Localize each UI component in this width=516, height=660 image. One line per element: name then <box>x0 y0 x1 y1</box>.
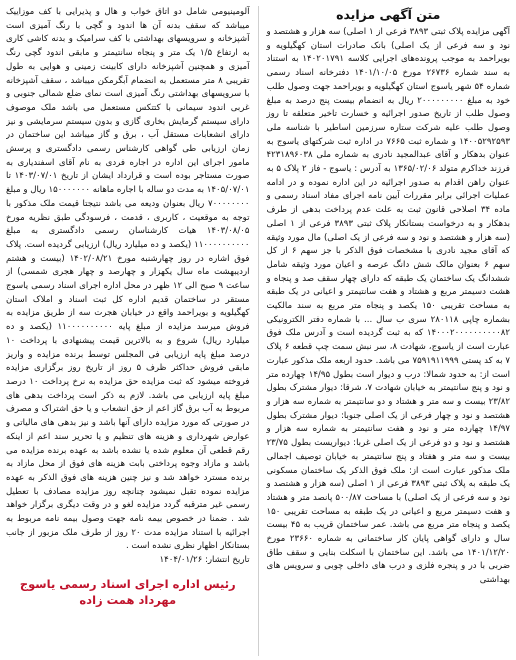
notice-body-left: آلومینیومی شامل دو اتاق خواب و هال و پذیرایی با کف موزاییک میباشد که سقف بدنه آن ها اندود و گچی با رنگ آمیزی است آشپزخانه و سرویسهای بهداشتی با کف سرامیک و بدنه کاشی کاری به ارتفاع ۱/۵ یک متر و پنجاه سانتیمتر و مابقی اندود گچی رنگ آمیزی و همچنین آشپزخانه دارای کابینت زمینی و هوایی به طول تقریبی ۸ متر مستعمل به انضمام آبگرمکن میباشد ، سقف آشپزخانه با سرویسهای بهداشتی رنگ آمیزی است نمای ضلع شمالی جنوبی و غربی اندود سیمانی با کتتکس مستعمل می باشد ملک موصوف دارای سیستم گرمایش بخاری گازی و بدون سیستم سرمایشی و نیز دارای انشعابات مستقل آب ، برق و گاز میباشد این ساختمان در زمان ارزیابی طی گواهی کارشناس رسمی دادگستری و پرسش مامور اجرای این اداره در اجاره فردی به نام آقای اسفندیاری به صورت مستاجر بوده است و قرارداد ایشان از تاریخ ۱۴۰۳/۰۷/۰۱ تا ۱۴۰۵/۰۷/۰۱ به مدت دو ساله با اجاره ماهانه ۱۵۰۰۰۰۰۰۰ ریال و مبلغ ۷۰۰۰۰۰۰۰۰ ریال بعنوان ودیعه می باشد نتیجتا قیمت ملک مذکور با توجه به موقعیت ، کاربری ، قدمت ، فرسودگی طبق نظریه مورخ ۱۴۰۳/۰۸/۰۵ هیات کارشناسان رسمی دادگستری به مبلغ ۱۱۰۰۰۰۰۰۰۰۰۰ (یکصد و ده میلیارد ریال) ارزیابی گردیده است. پلاک فوق اشاره در روز چهارشنبه مورخ ۱۴۰۲/۰۸/۲۱ (بیست و هشتم اردیبهشت ماه سال یکهزار و چهارصد و چهار هجری شمسی) از ساعت ۹ صبح الی ۱۲ ظهر در محل اداره اجرای اسناد رسمی یاسوج مستقر در ساختمان قدیم اداره کل ثبت اسناد و املاک استان کهگیلویه و بویراحمد واقع در خیابان هجرت سه از طریق مزایده به فروش میرسد مزایده از مبلغ پایه ۱۱۰۰۰۰۰۰۰۰۰۰ (یکصد و ده میلیارد ریال) شروع و به بالاترین قیمت پیشنهادی با پرداخت ۱۰ درصد مبلغ پایه ارزیابی فی المجلس توسط برنده مزایده و واریز مابقی فروش حداکثر ظرف ۵ روز از تاریخ روز برگزاری مزایده فروخته میشود که ثبت مزایده حق مزایده به نرخ پرداخت ۱۰ درصد مبلغ پایه ارزیابی می باشد. لازم به ذکر است پرداخت بدهی های مربوط به آب برق گاز اعم از حق انشعاب و یا حق اشتراک و مصرف در صورتی که مورد مزایده دارای آنها باشد و نیز بدهی های مالیاتی و عوارض شهرداری و هزینه های تنظیم و یا تحریر سند اعم از اینکه رقم قطعی آن معلوم شده یا نشده باشد به عهده برنده مزایده می باشد و مازاد وجوه پرداختی بابت هزینه های فوق از محل مازاد به برنده مسترد خواهد شد و نیز چنین هزینه های فوق الذکر به عهده مزایده نموده تقبل نمیشود چنانچه روز مزایده مصادف با تعطیل رسمی غیر مترقبه گردد مزایده لغو و در وقت دیگری برگزار خواهد شد . ضمنا در خصوص بیمه نامه جهت وصول بیمه نامه مربوط به اجرائیه با استناد مزایده مدت ۲۰ روز از طرف ملک مزبور از جانب بستانکار اظهار نظری نشده است . <box>5 7 250 552</box>
notice-column-left <box>6 6 250 656</box>
notice-title: متن آگهی مزایده <box>336 7 441 22</box>
signature-name: مهرداد همت زاده <box>79 592 177 607</box>
publication-date: تاریخ انتشار: ۱۴۰۴/۰۱/۲۶ <box>159 555 250 566</box>
column-divider <box>258 6 259 656</box>
signature-title: رئیس اداره اجرای اسناد رسمی یاسوج <box>19 576 236 591</box>
notice-column-right <box>266 6 510 656</box>
signature-block <box>6 576 250 608</box>
notice-body-right: آگهی مزایده پلاک ثبتی ۳۸۹۳ فرعی از ۱ اصلی) سه هزار و هشتصد و نود و سه فرعی از یک اصلی) بانک صادرات استان کهگیلویه و بویراحمد به موجب پرونده‌های اجرایی کلاسه ۱۴۰۲۰۱۷۹۱ به استناد به سند شماره ۲۶۷۳۶ مورخ ۱۴۰۱/۱۰/۰۵ دفترخانه اسناد رسمی شماره ۵۴ شهر یاسوج استان کهگیلویه و بویراحمد جهت وصول طلب خود به مبلغ ۲۰۰۰۰۰۰۰۰۰ ریال به انضمام بیست پنج درصد به مبلغ وصول طلب از تاریخ صدور اجرائیه و خسارت تاخیر متعلقه تا روز وصول طلب علیه شرکت ستاره سرزمین اساطیر با شناسه ملی ۱۴۰۰۵۲۹۲۵۹۳ و شماره ثبت ۷۶۶۵ در اداره ثبت شرکتهای یاسوج به عنوان بدهکار و آقای عبدالمجید نادری به شماره ملی ۴۲۳۱۸۹۶۰۳۸ فرزند خداکرم متولد ۱۳۶۵/۰۲/۰۶ به آدرس : یاسوج - فاز ۲ پلاک ۵ به عنوان راهن اقدام به صدور اجرائیه در این اداره نموده و در ادامه عملیات اجرائی برابر مقررات آیین نامه اجرای مفاد اسناد رسمی و ماده ۳۴ اصلاحی قانون ثبت به علت عدم پرداخت بدهی از طرف بدهکار و به درخواست بستانکار پلاک ثبتی ۳۸۹۳ فرعی از ۱ اصلی (سه هزار و هشتصد و نود و سه فرعی از یک اصلی) مال مورد وثیقه که آقای مجید نادری با مشخصات فوق الذکر با جز سهم ۶ از کل سهم ۶ بعنوان مالک شش دانگ عرصه و اعیان مورد وثیقه شامل ششدانگ یک ساختمان یک طبقه که دارای چهار سقف صد و پنجاه و هشت دسیمتر مربع و هشتاد و هفت سانتیمتر و اعیانی در یک طبقه به مساحت تقریبی ۱۵۰ یکصد و پنجاه متر مربع به سند مالکیت بشماره چاپی ۲۸۰۱۱۸ سری ب سال ... با شماره دفتر الکترونیکی ۱۴۰۰۰۲۰۰۰۰۰۰۰۰۰۰۸۲ که به ثبت گردیده است و آدرس ملک فوق عبارت است از یاسوج، شهادت ۸، سر نبش سمت چپ قطعه ۶ پلاک ۷ به کد پستی ۷۵۹۱۹۱۱۹۹۹ می باشد. حدود اربعه ملک مذکور عبارت است از: به حدود شمالا: درب و دیوار است بطول ۱۴/۹۵ چهارده متر و نود و پنج سانتیمتر به خیابان شهادت ۷، شرقا: دیوار مشترک بطول ۲۳/۸۲ بیست و سه متر و هشتاد و دو سانتیمتر به شماره سه هزار و هشتصد و نود و چهار فرعی از یک اصلی جنوبا: دیوار مشترک بطول ۱۴/۹۷ چهارده متر و نود و هفت سانتیمتر به شماره سه هزار و هشتصد و نود و دو فرعی از یک اصلی غربا: دیواریست بطول ۲۳/۷۵ بیست و سه متر و هفتاد و پنج سانتیمتر به خیابان توصیف اجمالی ملک مذکور عبارت است از: ملک فوق الذکر یک ساختمان مسکونی یک طبقه به پلاک ثبتی ۳۸۹۳ فرعی از ۱ اصلی (سه هزار و هشتصد و نود و سه فرعی از یک اصلی) با مساحت ۵۰۰/۸۷ پانصد متر و هشتاد و هفت دسیمتر مربع و اعیانی در یک طبقه به مساحت تقریبی ۱۵۰ یکصد و پنجاه متر مربع می باشد. عمر ساختمان قریب به ۴۵ بیست سال و دارای گواهی پایان کار ساختمانی به شماره ۲۳۶۶۰ مورخ ۱۴۰۱/۱۲/۲۰ می باشد. این ساختمان با اسکلت بنایی و سقف طاق ضربی با در و پنجره فلزی و درب های داخلی چوبی و سرویس های بهداشتی <box>266 27 510 586</box>
